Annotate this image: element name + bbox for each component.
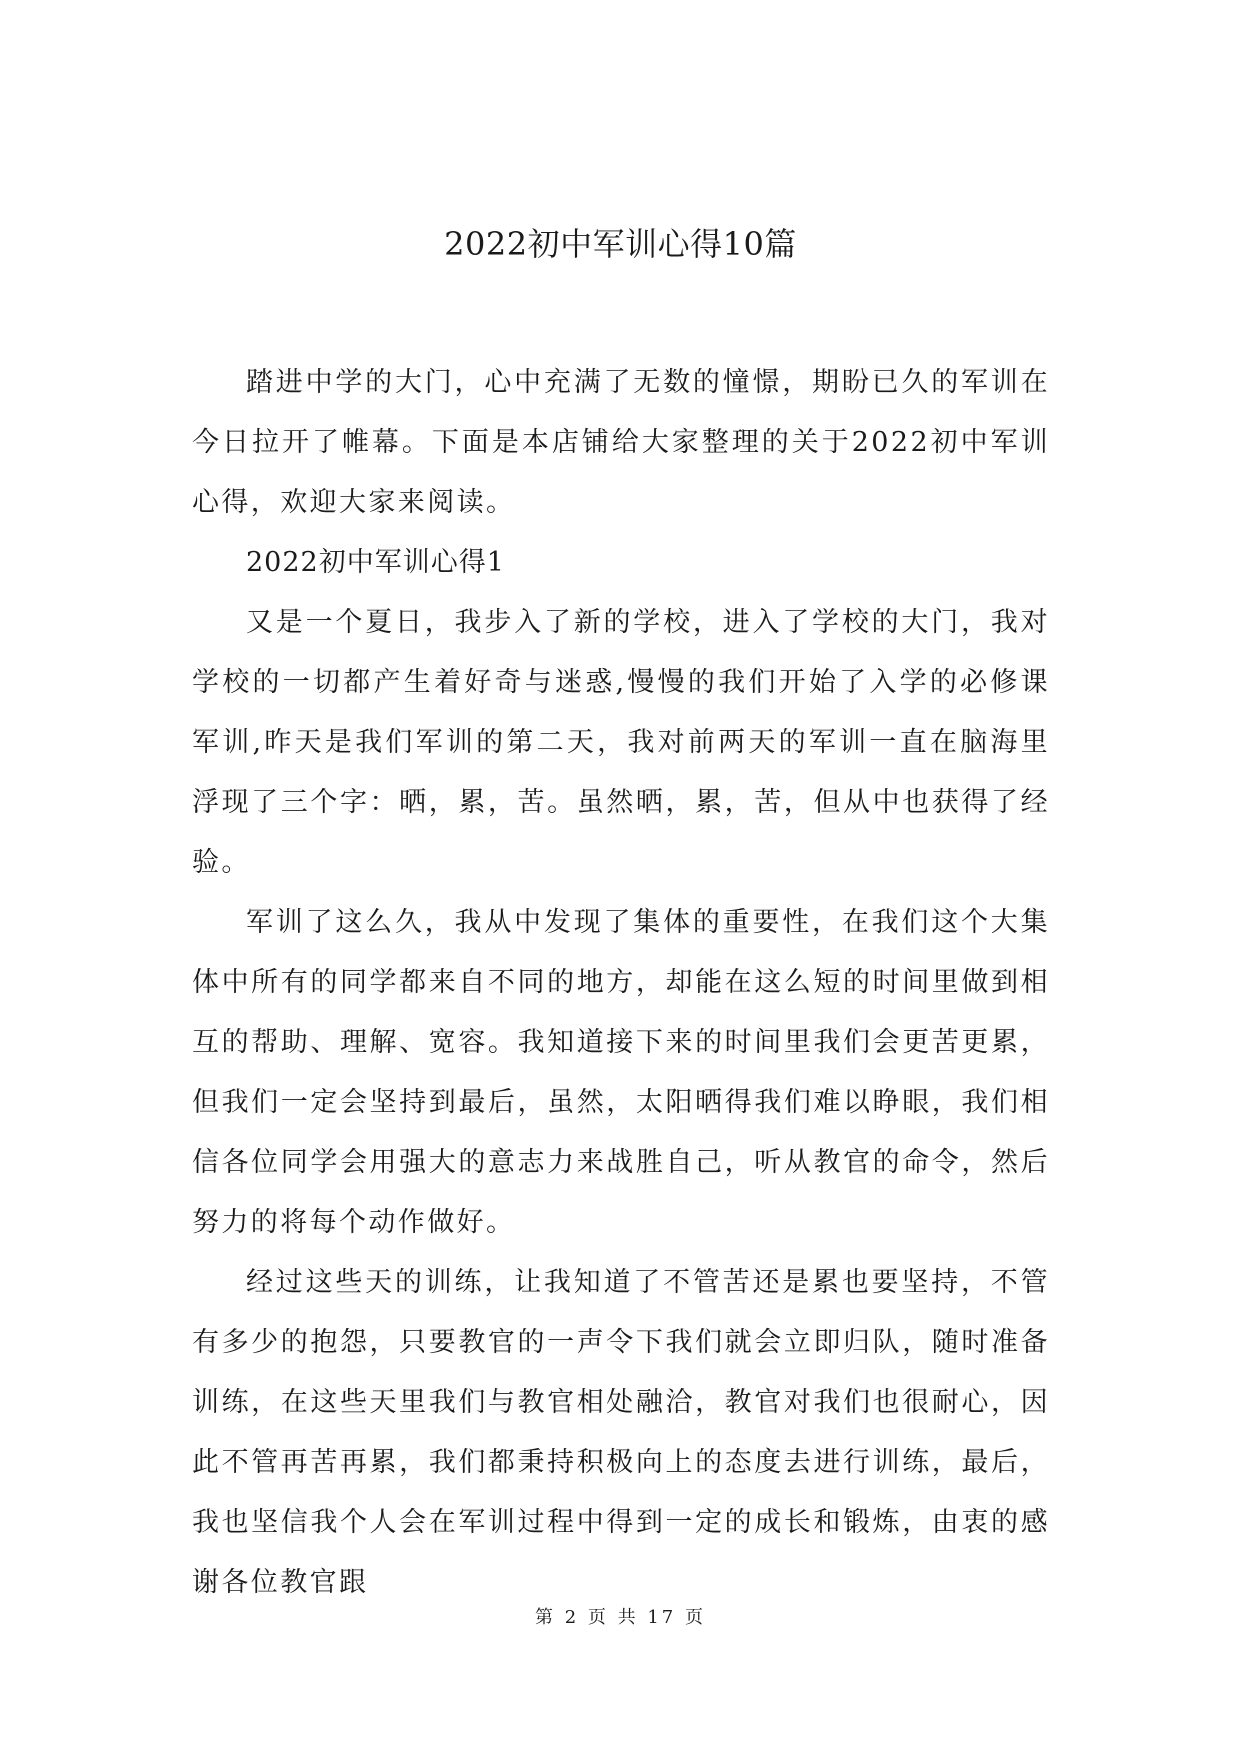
intro-paragraph: 踏进中学的大门，心中充满了无数的憧憬，期盼已久的军训在今日拉开了帷幕。下面是本店铺给大家整理的关于2022初中军训心得，欢迎大家来阅读。: [192, 367, 1050, 518]
document-body: [192, 353, 1050, 1613]
body-paragraph: 经过这些天的训练，让我知道了不管苦还是累也要坚持，不管有多少的抱怨，只要教官的一声令下我们就会立即归队，随时准备训练，在这些天里我们与教官相处融洽，教官对我们也很耐心，因此不管再苦再累，我们都秉持积极向上的态度去进行训练，最后，我也坚信我个人会在军训过程中得到一定的成长和锻炼，由衷的感谢各位教官跟: [192, 1267, 1050, 1598]
body-paragraph: 军训了这么久，我从中发现了集体的重要性，在我们这个大集体中所有的同学都来自不同的地方，却能在这么短的时间里做到相互的帮助、理解、宽容。我知道接下来的时间里我们会更苦更累，但我们一定会坚持到最后，虽然，太阳晒得我们难以睁眼，我们相信各位同学会用强大的意志力来战胜自己，听从教官的命令，然后努力的将每个动作做好。: [192, 907, 1050, 1238]
body-paragraph: 又是一个夏日，我步入了新的学校，进入了学校的大门，我对学校的一切都产生着好奇与迷惑,慢慢的我们开始了入学的必修课军训,昨天是我们军训的第二天，我对前两天的军训一直在脑海里浮现了三个字：晒，累，苦。虽然晒，累，苦，但从中也获得了经验。: [192, 607, 1050, 878]
document-title: 2022初中军训心得10篇: [444, 225, 797, 263]
page-footer: 第 2 页 共 17 页: [535, 1607, 706, 1628]
section-heading: 2022初中军训心得1: [246, 547, 505, 578]
